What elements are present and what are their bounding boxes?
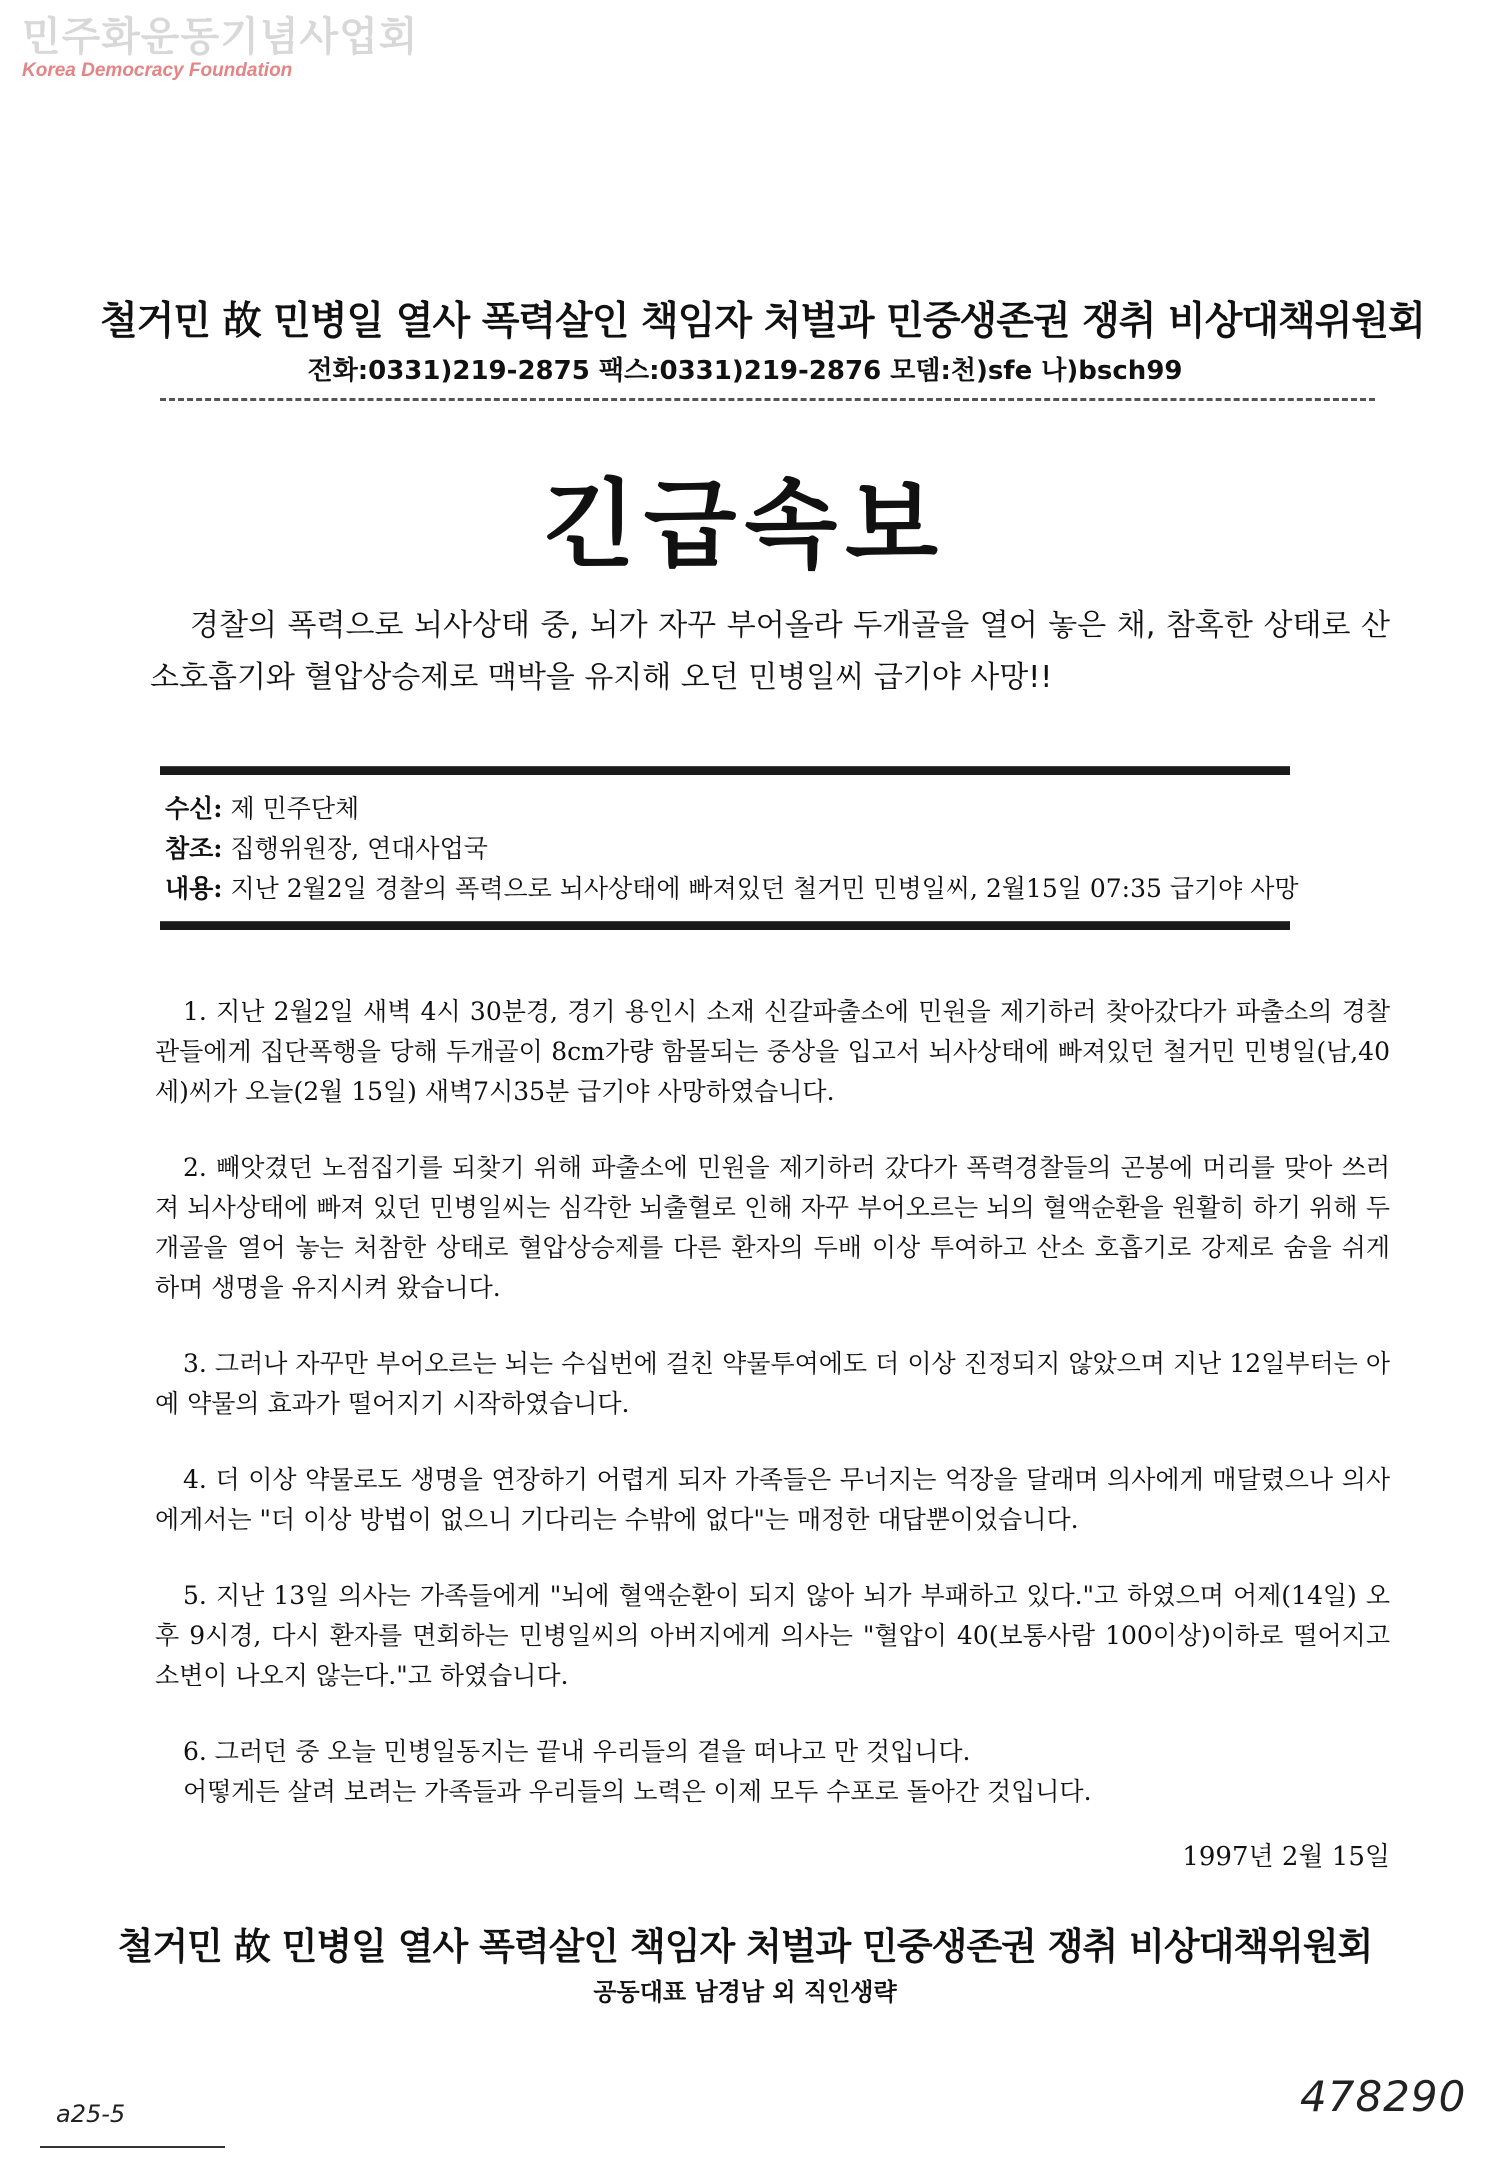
document-title: 긴급속보 <box>543 469 946 581</box>
watermark-english: Korea Democracy Foundation <box>22 60 293 81</box>
paragraph-6 <box>155 1732 1390 1812</box>
paragraph-5: 5. 지난 13일 의사는 가족들에게 "뇌에 혈액순환이 되지 않아 뇌가 부패하고 있다."고 하였으며 어제(14일) 오후 9시경, 다시 환자를 면회하는 민병일씨의 아버지에게 의사는 "혈압이 40(보통사람 100이상)이하로 떨어지고 소변이 나오지 않는다."고 하였습니다. <box>155 1581 1390 1690</box>
foundation-watermark <box>22 14 419 82</box>
paragraph-3: 3. 그러나 자꾸만 부어오르는 뇌는 수십번에 걸친 약물투여에도 더 이상 진정되지 않았으며 지난 12일부터는 아예 약물의 효과가 떨어지기 시작하였습니다. <box>155 1349 1390 1418</box>
memo-reference-label: 참조: <box>165 834 223 863</box>
header-divider <box>160 398 1375 401</box>
paragraph-4: 4. 더 이상 약물로도 생명을 연장하기 어렵게 되자 가족들은 무너지는 억장을 달래며 의사에게 매달렸으나 의사에게서는 "더 이상 방법이 없으니 기다리는 수밖에 없다"는 매정한 대답뿐이었습니다. <box>155 1465 1390 1534</box>
handwritten-archive-code: a25-5 <box>56 2100 126 2128</box>
memo-block <box>160 766 1390 930</box>
handwritten-document-number: 478290 <box>1300 2072 1467 2121</box>
memo-content-line <box>165 869 1390 909</box>
footer-representative: 공동대표 남경남 외 직인생략 <box>593 1978 897 2006</box>
paragraph-1: 1. 지난 2월2일 새벽 4시 30분경, 경기 용인시 소재 신갈파출소에 민원을 제기하러 찾아갔다가 파출소의 경찰관들에게 집단폭행을 당해 두개골이 8cm가량 함몰되는 중상을 입고서 뇌사상태에 빠져있던 철거민 민병일(남,40세)씨가 오늘(2월 15일) 새벽7시35분 급기야 사망하였습니다. <box>155 997 1390 1106</box>
memo-reference-line <box>165 829 1390 869</box>
document-body <box>155 992 1390 1848</box>
memo-content: 지난 2월2일 경찰의 폭력으로 뇌사상태에 빠져있던 철거민 민병일씨, 2월15일 07:35 급기야 사망 <box>230 874 1299 903</box>
memo-reference: 집행위원장, 연대사업국 <box>230 834 488 863</box>
watermark-korean: 민주화운동기념사업회 <box>22 14 419 60</box>
header-organization: 철거민 故 민병일 열사 폭력살인 책임자 처벌과 민중생존권 쟁취 비상대책위원회 <box>100 299 1425 344</box>
memo-recipient-line <box>165 789 1390 829</box>
document-subtitle: 경찰의 폭력으로 뇌사상태 중, 뇌가 자꾸 부어올라 두개골을 열어 놓은 채, 참혹한 상태로 산소호흡기와 혈압상승제로 맥박을 유지해 오던 민병일씨 급기야 사망!! <box>150 608 1390 695</box>
paragraph-2: 2. 빼앗겼던 노점집기를 되찾기 위해 파출소에 민원을 제기하러 갔다가 폭력경찰들의 곤봉에 머리를 맞아 쓰러져 뇌사상태에 빠져 있던 민병일씨는 심각한 뇌출혈로 인해 자꾸 부어오르는 뇌의 혈액순환을 원활히 하기 위해 두개골을 열어 놓는 처참한 상태로 혈압상승제를 다른 환자의 두배 이상 투여하고 산소 호흡기로 강제로 숨을 쉬게 하며 생명을 유지시켜 왔습니다. <box>155 1153 1390 1302</box>
memo-recipient: 제 민주단체 <box>230 794 360 823</box>
memo-top-rule <box>160 766 1290 775</box>
header-contact: 전화:0331)219-2875 팩스:0331)219-2876 모뎀:천)sfe 나)bsch99 <box>307 356 1183 386</box>
memo-content-label: 내용: <box>165 874 223 903</box>
memo-bottom-rule <box>160 921 1290 930</box>
bottom-left-rule <box>40 2146 225 2148</box>
document-date: 1997년 2월 15일 <box>1182 1842 1390 1872</box>
paragraph-6-line-2: 어떻게든 살려 보려는 가족들과 우리들의 노력은 이제 모두 수포로 돌아간 것입니다. <box>183 1777 1092 1806</box>
memo-recipient-label: 수신: <box>165 794 223 823</box>
paragraph-6-line-1: 6. 그러던 중 오늘 민병일동지는 끝내 우리들의 곁을 떠나고 만 것입니다. <box>183 1737 971 1766</box>
footer-organization: 철거민 故 민병일 열사 폭력살인 책임자 처벌과 민중생존권 쟁취 비상대책위원회 <box>117 1925 1373 1968</box>
